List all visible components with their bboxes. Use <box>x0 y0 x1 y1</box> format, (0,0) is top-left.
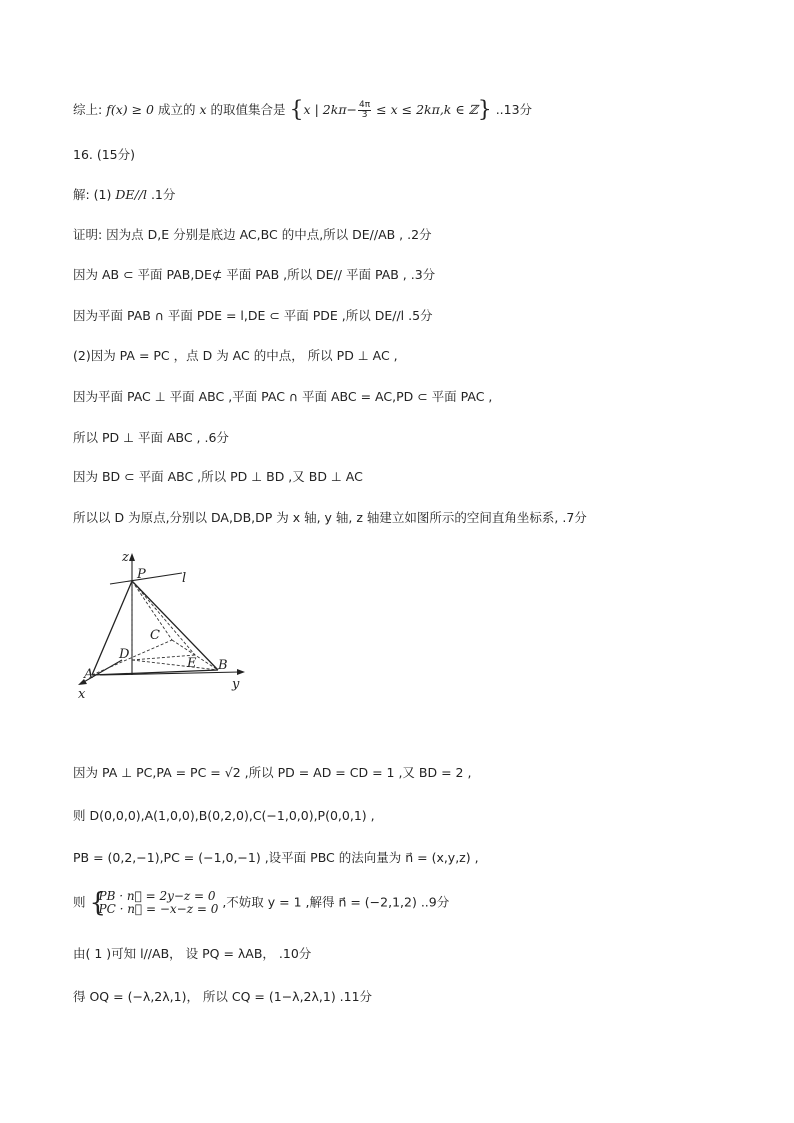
label-D: D <box>119 647 130 662</box>
set-lower-bound: 2kπ− <box>322 102 358 117</box>
line-l <box>110 573 182 584</box>
part2-line-q2: 得 OQ = (−λ,2λ,1)， 所以 CQ = (1−λ,2λ,1) .11分 <box>73 989 373 1004</box>
edge-DB <box>132 660 218 670</box>
system-result: ,不妨取 y = 1 ,解得 n⃗ = (−2,1,2) ..9分 <box>222 894 450 910</box>
solution-claim: DE//l <box>115 187 147 202</box>
coords-line-2: 则 D(0,0,0),A(1,0,0),B(0,2,0),C(−1,0,0),P(0,0,1) , <box>73 808 375 823</box>
part2-line-5: 所以以 D 为原点,分别以 DA,DB,DP 为 x 轴, y 轴, z 轴建立如图所示的空间直角坐标系, .7分 <box>73 510 587 525</box>
label-A: A <box>84 667 94 682</box>
system-prefix: 则 <box>73 894 86 910</box>
label-y: y <box>232 677 240 692</box>
system-brace: { <box>89 888 107 918</box>
summary-inequality: f(x) ≥ 0 <box>106 102 155 117</box>
part2-line-4: 因为 BD ⊂ 平面 ABC ,所以 PD ⊥ BD ,又 BD ⊥ AC <box>73 469 363 484</box>
solution-part1 <box>73 186 175 204</box>
pyramid-coordinate-figure <box>70 545 260 705</box>
solution-label: 解: (1) <box>73 187 112 202</box>
set-open-brace: { <box>289 97 304 123</box>
equation-system <box>90 890 219 916</box>
equation-1: PB · n⃗ = 2y−z = 0 <box>98 889 216 903</box>
vectors-line: PB = (0,2,−1),PC = (−1,0,−1) ,设平面 PBC 的法向量为 n⃗ = (x,y,z) , <box>73 850 479 865</box>
proof-line-1: 证明: 因为点 D,E 分别是底边 AC,BC 的中点,所以 DE//AB , .2分 <box>73 227 432 242</box>
problem-number: 16. (15分) <box>73 147 136 162</box>
label-P: P <box>137 567 146 582</box>
summary-variable: x <box>199 102 207 117</box>
equation-2: PC · n⃗ = −x−z = 0 <box>98 902 219 916</box>
set-close-brace: } <box>477 97 492 123</box>
system-line <box>73 890 449 916</box>
part2-line-1: (2)因为 PA = PC ，点 D 为 AC 的中点， 所以 PD ⊥ AC , <box>73 348 398 363</box>
summary-score: ..13分 <box>495 102 533 117</box>
set-divider: | <box>314 102 319 117</box>
y-axis-arrow <box>237 669 245 675</box>
set-condition: ≤ x ≤ 2kπ,k ∈ ℤ <box>376 102 478 117</box>
summary-text-1: 成立的 <box>158 102 196 117</box>
proof-line-3: 因为平面 PAB ∩ 平面 PDE = l,DE ⊂ 平面 PDE ,所以 DE//l .5分 <box>73 308 433 323</box>
fraction-4pi-over-3: $\frac{4\pi}{3}$ <box>359 100 371 120</box>
coords-line-1: 因为 PA ⊥ PC,PA = PC = √2 ,所以 PD = AD = CD = 1 ,又 BD = 2 , <box>73 765 472 780</box>
label-B: B <box>218 658 228 673</box>
label-C: C <box>150 628 160 643</box>
proof-line-2: 因为 AB ⊂ 平面 PAB,DE⊄ 平面 PAB ,所以 DE// 平面 PAB , .3分 <box>73 267 436 282</box>
part2-line-3: 所以 PD ⊥ 平面 ABC , .6分 <box>73 430 229 445</box>
edge-PB <box>132 581 218 670</box>
summary-text-2: 的取值集合是 <box>210 102 286 117</box>
label-l: l <box>182 571 187 586</box>
label-x: x <box>78 687 86 702</box>
part2-line-q1: 由( 1 )可知 l//AB， 设 PQ = λAB， .10分 <box>73 946 312 961</box>
label-z: z <box>122 550 129 565</box>
summary-line <box>73 97 533 123</box>
part2-line-2: 因为平面 PAC ⊥ 平面 ABC ,平面 PAC ∩ 平面 ABC = AC,PD ⊂ 平面 PAC , <box>73 389 493 404</box>
z-axis-arrow <box>129 553 135 561</box>
solution-score: .1分 <box>150 187 176 202</box>
label-E: E <box>187 656 197 671</box>
edge-DE <box>132 655 195 660</box>
set-variable: x <box>303 102 311 117</box>
summary-prefix: 综上: <box>73 102 103 117</box>
